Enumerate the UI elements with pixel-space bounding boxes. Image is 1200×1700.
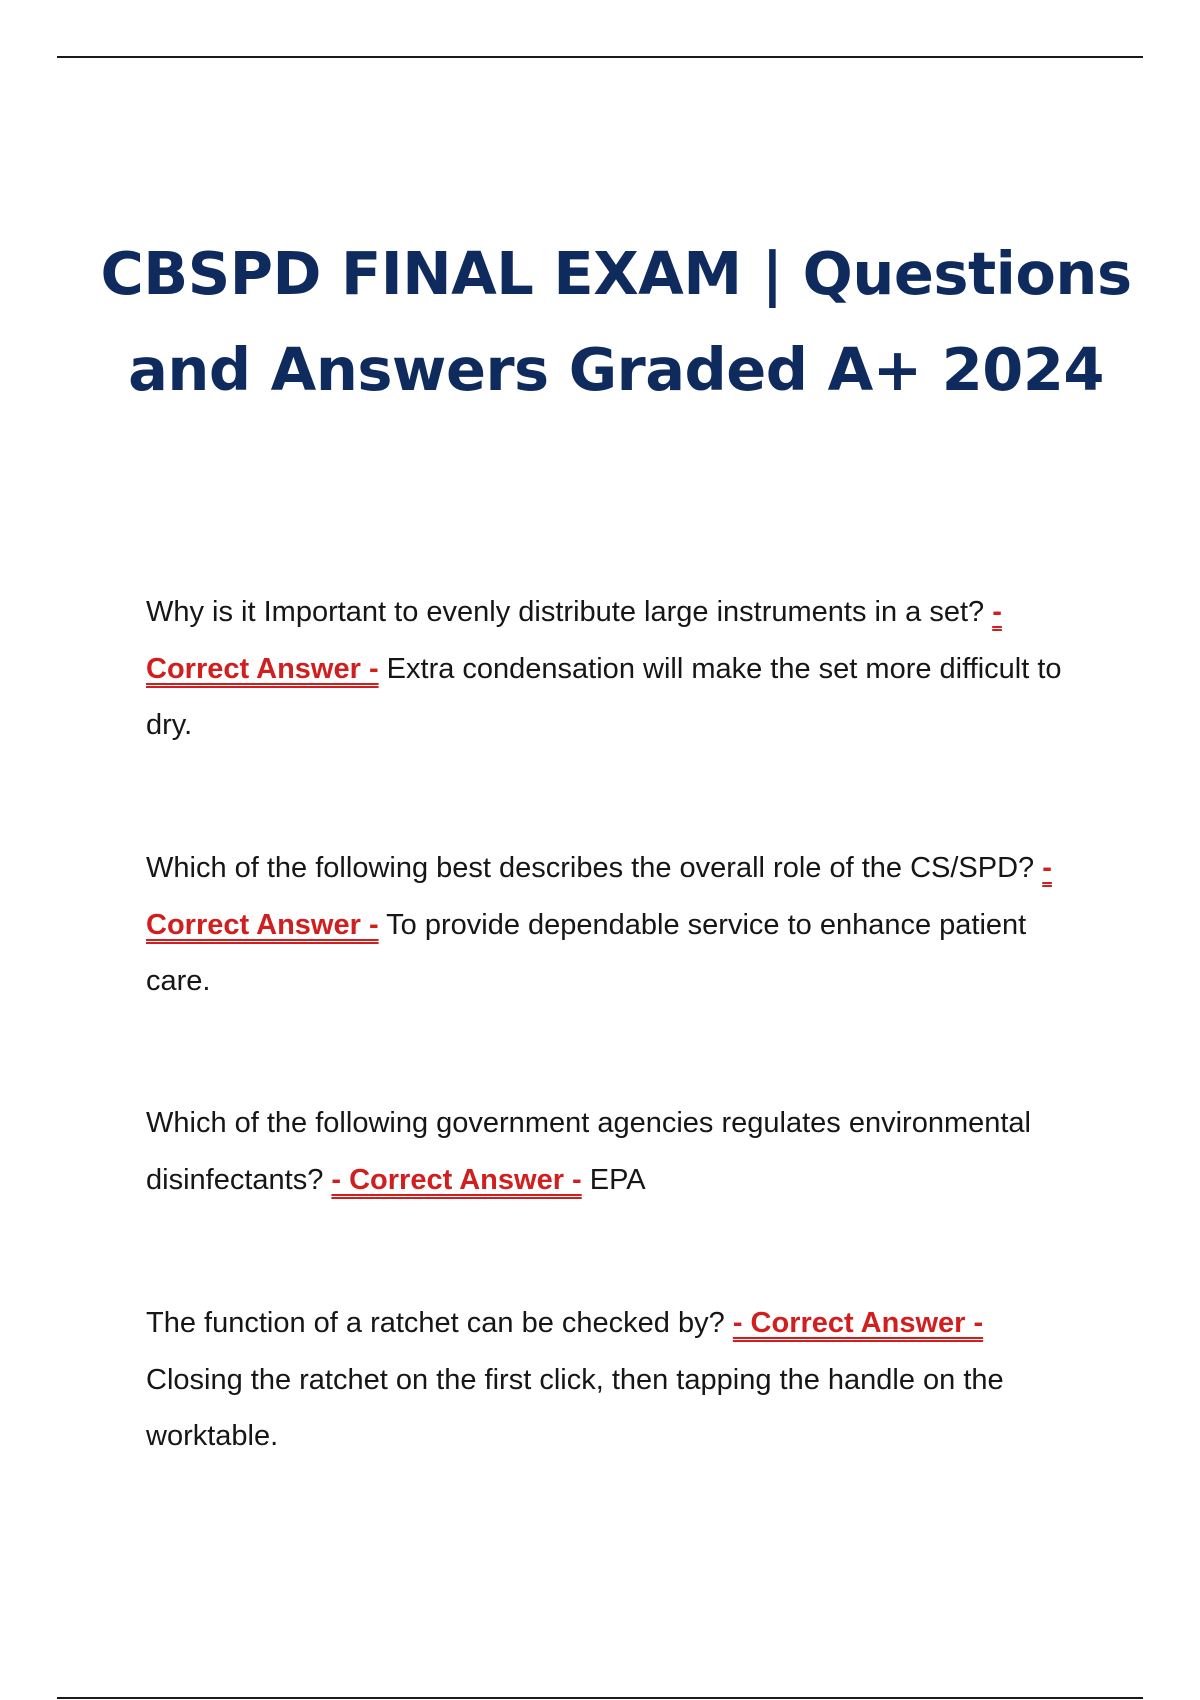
correct-answer-marker: - Correct Answer - bbox=[732, 1307, 984, 1339]
answer-text: Extra condensation will make the set more difficult to dry. bbox=[146, 652, 1062, 741]
question-text: Which of the following government agencies regulates environmental disinfectants? bbox=[146, 1107, 1031, 1196]
answer-text: To provide dependable service to enhance patient care. bbox=[146, 908, 1027, 997]
question-text: Why is it Important to evenly distribute large instruments in a set? bbox=[146, 596, 985, 628]
question-text: Which of the following best describes the overall role of the CS/SPD? bbox=[146, 852, 1035, 884]
qa-item-3 bbox=[146, 1095, 1086, 1208]
qa-item-2 bbox=[146, 840, 1086, 1010]
question-text: The function of a ratchet can be checked by? bbox=[146, 1307, 725, 1339]
answer-text: EPA bbox=[589, 1163, 646, 1196]
correct-answer-marker: - Correct Answer - bbox=[331, 1163, 582, 1196]
bottom-rule bbox=[57, 1697, 1143, 1699]
correct-answer-marker: - Correct Answer - bbox=[146, 852, 1052, 941]
document-title: CBSPD FINAL EXAM | Questions and Answers Graded A+ 2024 bbox=[100, 239, 1132, 404]
qa-item-4 bbox=[146, 1295, 1086, 1465]
qa-item-1 bbox=[146, 584, 1086, 754]
answer-text: Closing the ratchet on the first click, then tapping the handle on the worktable. bbox=[146, 1363, 1004, 1452]
correct-answer-marker: - Correct Answer - bbox=[146, 596, 1002, 685]
top-rule bbox=[57, 56, 1143, 58]
